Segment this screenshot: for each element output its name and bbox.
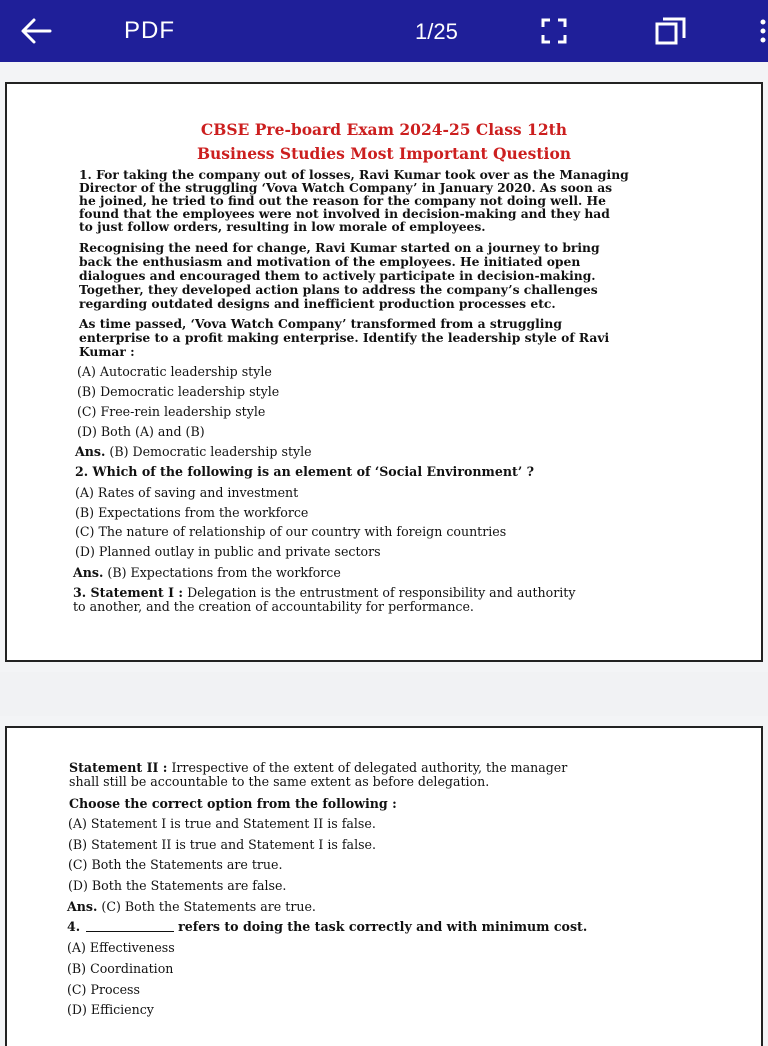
question-4-option: (A) Effectiveness: [67, 940, 175, 955]
question-1-para2-line: regarding outdated designs and inefficient production processes etc.: [79, 296, 556, 311]
toolbar-title: PDF: [124, 17, 175, 44]
question-2-answer: [73, 566, 341, 579]
answer-text: (B) Expectations from the workforce: [107, 565, 341, 580]
blank-line: [86, 931, 174, 932]
question-1-para2-line: dialogues and encouraged them to actively participate in decision-making.: [79, 268, 596, 283]
more-icon[interactable]: [754, 16, 768, 46]
pdf-page-1: [5, 82, 763, 662]
answer-label: Ans.: [75, 444, 106, 459]
choose-instruction: Choose the correct option from the following :: [69, 796, 397, 811]
document-title-line-1: CBSE Pre-board Exam 2024-25 Class 12th: [200, 120, 568, 139]
question-2-option: (A) Rates of saving and investment: [75, 485, 299, 500]
question-1-option: (B) Democratic leadership style: [77, 384, 280, 399]
question-1-option: (C) Free-rein leadership style: [77, 404, 266, 419]
question-4-option: (C) Process: [67, 982, 140, 997]
question-text: refers to doing the task correctly and with minimum cost.: [178, 919, 588, 934]
question-1-para2-line: Recognising the need for change, Ravi Kumar started on a journey to bring: [79, 240, 600, 255]
question-1-para2-line: Together, they developed action plans to address the company’s challenges: [79, 282, 598, 297]
question-4-option: (B) Coordination: [67, 961, 174, 976]
statement-2: [69, 761, 567, 774]
question-1-line: Director of the struggling ‘Vova Watch Company’ in January 2020. As soon as: [79, 180, 613, 195]
question-1-para3-line: As time passed, ‘Vova Watch Company’ transformed from a struggling: [79, 316, 562, 331]
question-1-option: (D) Both (A) and (B): [77, 424, 205, 439]
question-1-line: 1. For taking the company out of losses, Ravi Kumar took over as the Managing: [79, 167, 629, 182]
statement-text: Irrespective of the extent of delegated authority, the manager: [171, 760, 568, 775]
page-gap: [0, 672, 768, 716]
statement-2-cont: shall still be accountable to the same extent as before delegation.: [69, 774, 490, 789]
question-3-statement-1: [73, 586, 575, 599]
statement-text: Delegation is the entrustment of responsibility and authority: [187, 585, 576, 600]
question-2: 2. Which of the following is an element of ‘Social Environment’ ?: [75, 464, 534, 479]
question-1-para3-line: Kumar :: [79, 344, 135, 359]
back-arrow-icon[interactable]: [18, 14, 54, 48]
question-3-option: (C) Both the Statements are true.: [68, 857, 283, 872]
question-3-answer: [67, 900, 316, 913]
question-4: [67, 920, 587, 933]
question-1-answer: [75, 445, 312, 458]
question-3-option: (A) Statement I is true and Statement II is false.: [68, 816, 376, 831]
copy-icon[interactable]: [654, 16, 688, 46]
answer-text: (B) Democratic leadership style: [109, 444, 312, 459]
question-3-statement-1-cont: to another, and the creation of accountability for performance.: [73, 599, 474, 614]
question-1-line: he joined, he tried to find out the reason for the company not doing well. He: [79, 193, 607, 208]
fullscreen-icon[interactable]: [541, 18, 567, 44]
question-1-para3-line: enterprise to a profit making enterprise. Identify the leadership style of Ravi: [79, 330, 610, 345]
question-number: 4.: [67, 919, 81, 934]
document-title-line-2: Business Studies Most Important Question: [196, 144, 572, 163]
statement-label: Statement II :: [69, 760, 168, 775]
question-2-option: (C) The nature of relationship of our country with foreign countries: [75, 524, 507, 539]
question-3-option: (B) Statement II is true and Statement I is false.: [68, 837, 377, 852]
question-2-option: (D) Planned outlay in public and private sectors: [75, 544, 381, 559]
question-4-option: (D) Efficiency: [67, 1002, 154, 1017]
question-1-line: found that the employees were not involved in decision-making and they had: [79, 206, 610, 221]
answer-label: Ans.: [67, 899, 98, 914]
statement-label: 3. Statement I :: [73, 585, 184, 600]
answer-label: Ans.: [73, 565, 104, 580]
answer-text: (C) Both the Statements are true.: [101, 899, 316, 914]
question-1-para2-line: back the enthusiasm and motivation of the employees. He initiated open: [79, 254, 581, 269]
app-toolbar: [0, 0, 768, 62]
pdf-page-2: [5, 726, 763, 1046]
question-2-option: (B) Expectations from the workforce: [75, 505, 309, 520]
question-1-option: (A) Autocratic leadership style: [77, 364, 272, 379]
question-3-option: (D) Both the Statements are false.: [68, 878, 287, 893]
page-indicator: 1/25: [415, 19, 458, 44]
question-1-line: to just follow orders, resulting in low morale of employees.: [79, 219, 486, 234]
